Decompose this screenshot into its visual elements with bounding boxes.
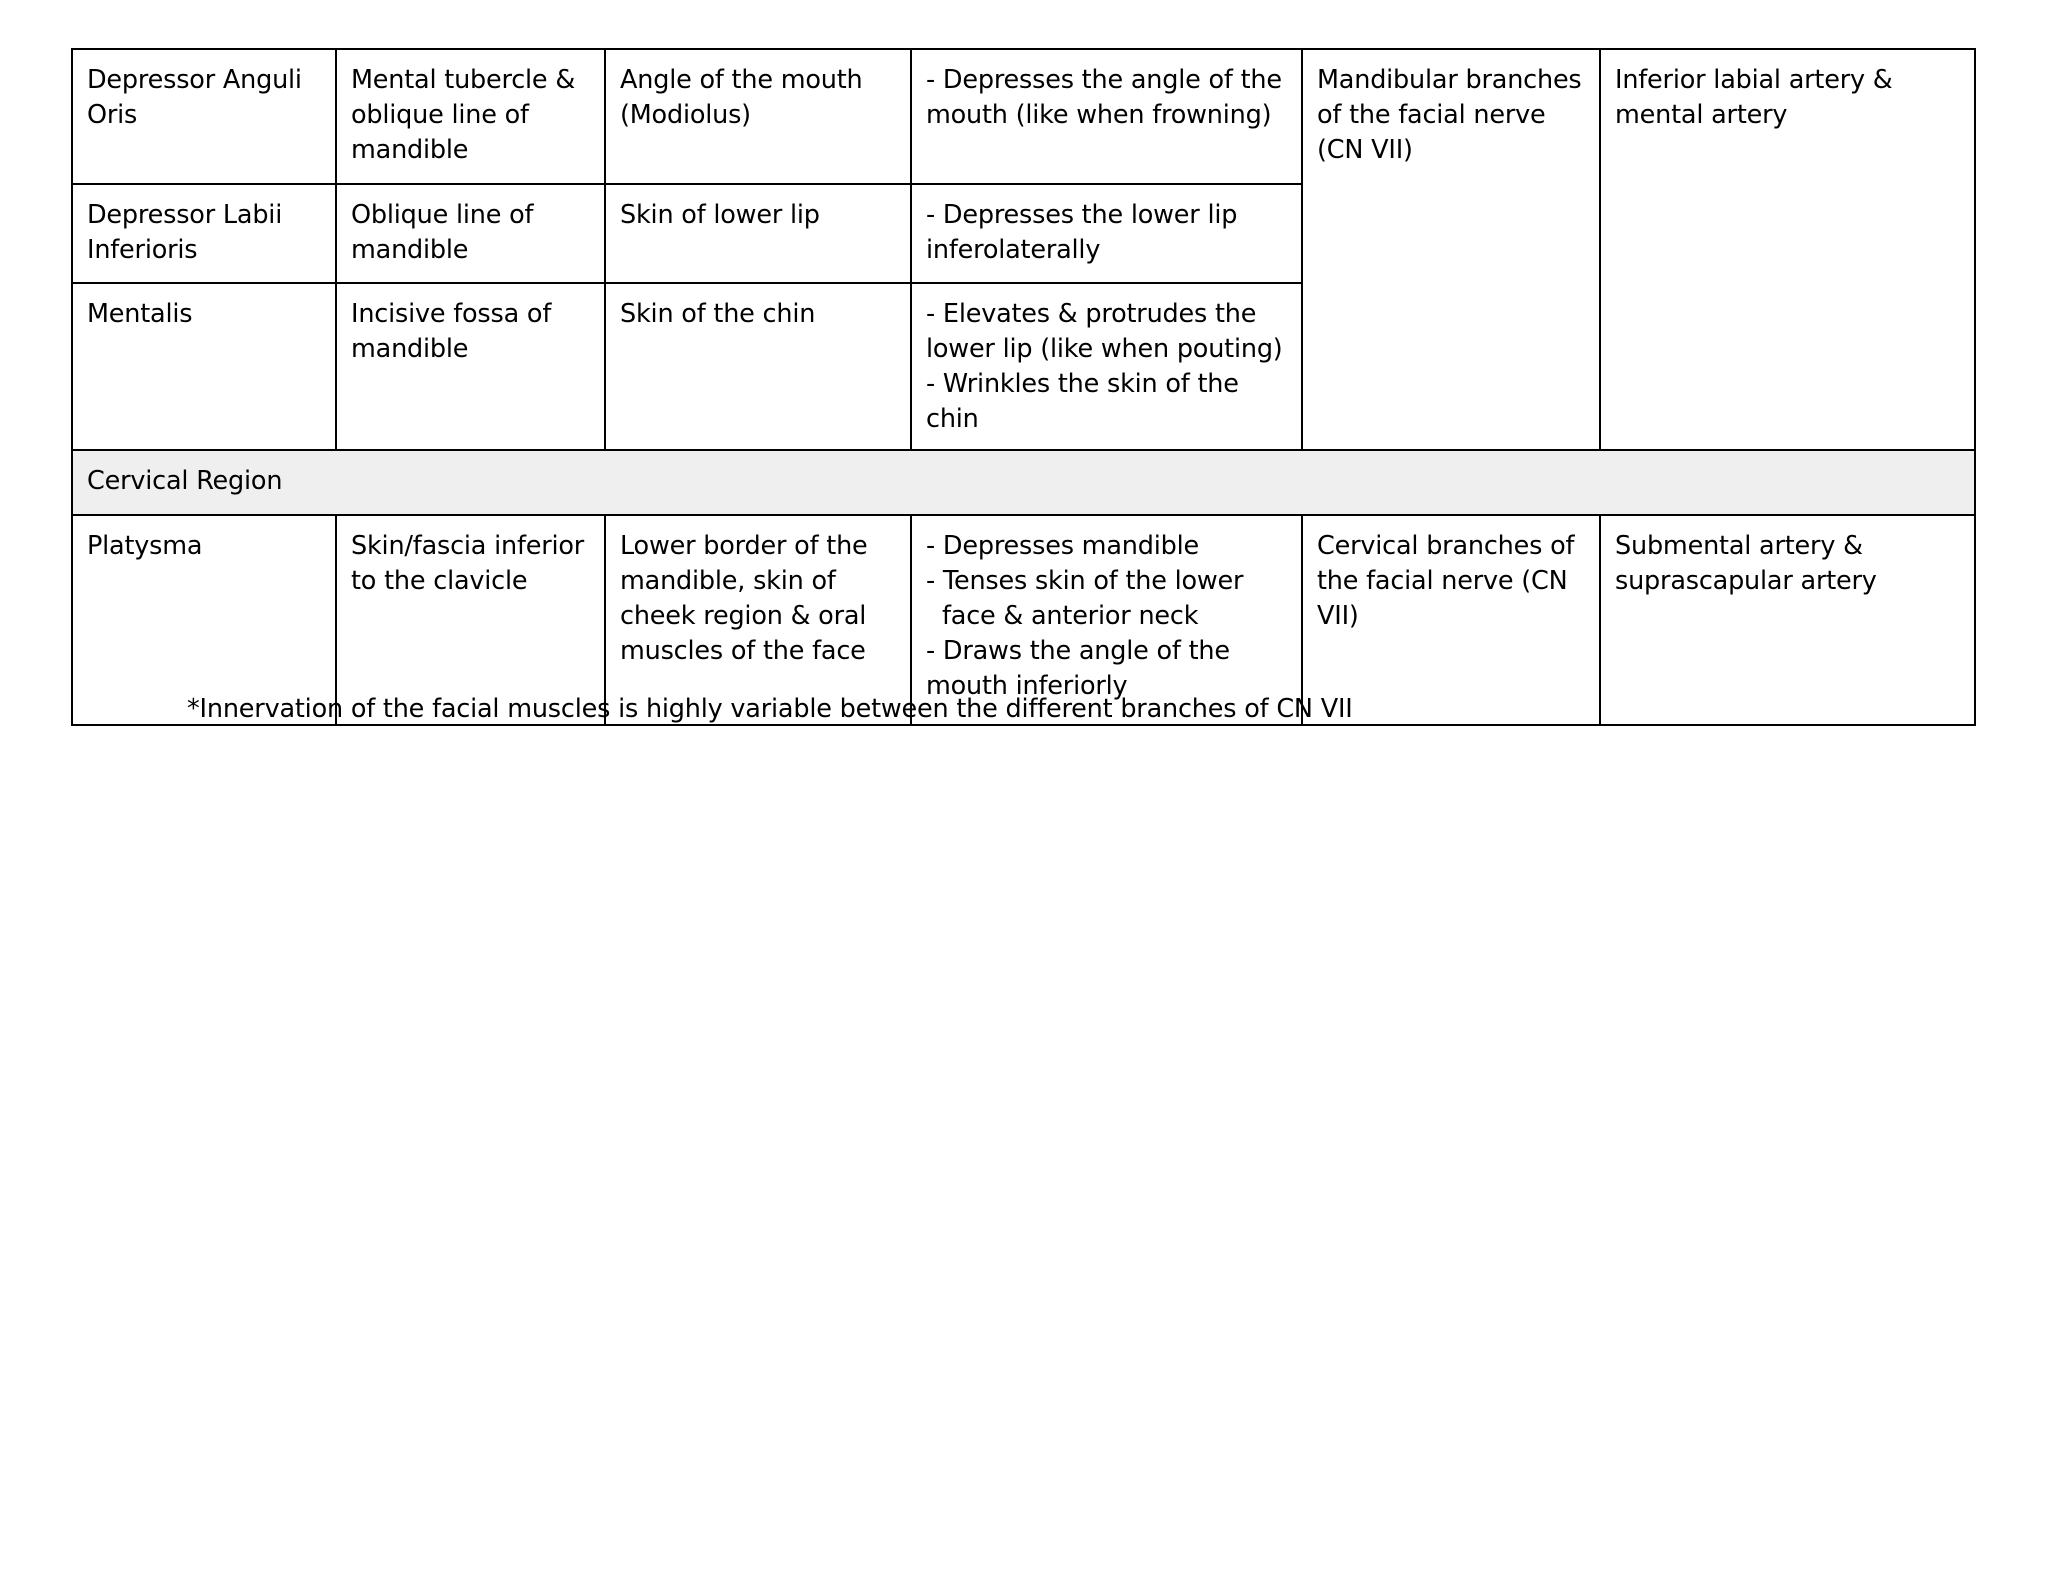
muscle-name-cell: Platysma (72, 515, 336, 725)
origin-cell: Oblique line of mandible (336, 184, 605, 283)
action-line: - Elevates & protrudes the lower lip (like when pouting) (926, 299, 1283, 364)
action-line: - Depresses mandible (926, 531, 1199, 561)
action-line: - Depresses the angle of the mouth (like when frowning) (926, 65, 1282, 130)
insertion-cell: Skin of the chin (605, 283, 911, 450)
muscle-name-cell: Depressor Labii Inferioris (72, 184, 336, 283)
origin-cell: Skin/fascia inferior to the clavicle (336, 515, 605, 725)
action-line: - Wrinkles the skin of the chin (926, 369, 1239, 434)
section-title: Cervical Region (72, 450, 1975, 515)
action-cell (911, 184, 1302, 283)
footnote: *Innervation of the facial muscles is highly variable between the different branches of CN VII (187, 694, 1353, 724)
insertion-cell: Angle of the mouth (Modiolus) (605, 49, 911, 184)
action-line: - Depresses the lower lip inferolaterally (926, 200, 1238, 265)
action-cell (911, 49, 1302, 184)
innervation-cell: Cervical branches of the facial nerve (CN VII) (1302, 515, 1600, 725)
table-row (72, 49, 1975, 184)
muscle-name-cell: Depressor Anguli Oris (72, 49, 336, 184)
blood-supply-cell: Inferior labial artery & mental artery (1600, 49, 1975, 450)
muscle-name-cell: Mentalis (72, 283, 336, 450)
insertion-cell: Skin of lower lip (605, 184, 911, 283)
blood-supply-cell: Submental artery & suprascapular artery (1600, 515, 1975, 725)
insertion-cell: Lower border of the mandible, skin of cheek region & oral muscles of the face (605, 515, 911, 725)
origin-cell: Incisive fossa of mandible (336, 283, 605, 450)
section-header-row (72, 450, 1975, 515)
action-line: face & anterior neck (942, 601, 1199, 631)
action-line: - Draws the angle of the mouth inferiorly (926, 636, 1230, 701)
action-cell (911, 283, 1302, 450)
origin-cell: Mental tubercle & oblique line of mandible (336, 49, 605, 184)
muscle-table (71, 48, 1976, 726)
action-line: - Tenses skin of the lower (926, 566, 1244, 596)
innervation-cell: Mandibular branches of the facial nerve (CN VII) (1302, 49, 1600, 450)
